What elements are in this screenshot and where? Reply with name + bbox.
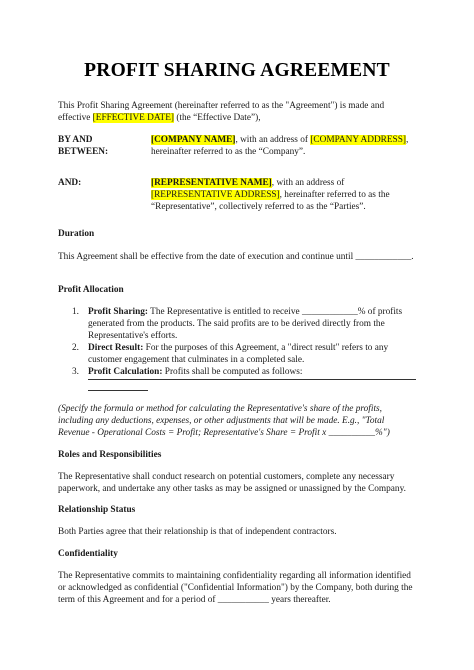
representative-name-placeholder[interactable]: [REPRESENTATIVE NAME]: [151, 178, 272, 188]
confidentiality-heading: Confidentiality: [58, 549, 118, 559]
duration-heading: Duration: [58, 229, 95, 239]
company-text-b: , hereinafter referred to as the “Company”.: [151, 135, 409, 157]
list-item-text: The Representative is entitled to receive ____________% of profits generated from the products. The said profits are to be derived directly from the Representative's efforts.: [88, 307, 403, 341]
relationship-text: Both Parties agree that their relationship is that of independent contractors.: [58, 527, 337, 537]
list-item-text: Profits shall be computed as follows:: [162, 367, 303, 377]
between-label: BETWEEN:: [58, 147, 109, 157]
list-item: [58, 306, 416, 342]
by-and-between-label: [58, 134, 148, 158]
and-label: AND:: [58, 178, 82, 188]
company-name-placeholder[interactable]: [COMPANY NAME]: [151, 135, 236, 145]
duration-text: This Agreement shall be effective from the date of execution and continue until ____________.: [58, 252, 414, 262]
roles-heading: Roles and Responsibilities: [58, 450, 162, 460]
roles-text: The Representative shall conduct research on potential customers, complete any necessary paperwork, and undertake any other tasks as may be assigned or unassigned by the Company.: [58, 472, 406, 494]
confidentiality-text: The Representative commits to maintaining confidentiality regarding all information identified or acknowledged as confidential ("Confidential Information") by the Company, both during the term of this Agreement and for a period of ___________ years thereafter.: [58, 571, 413, 605]
representative-address-placeholder[interactable]: [REPRESENTATIVE ADDRESS]: [151, 190, 280, 200]
calculation-fill-line-1[interactable]: [88, 379, 416, 380]
list-item-number: 1.: [72, 307, 79, 317]
company-address-placeholder[interactable]: [COMPANY ADDRESS]: [310, 135, 406, 145]
profit-allocation-heading: Profit Allocation: [58, 285, 124, 295]
relationship-heading: Relationship Status: [58, 505, 136, 515]
list-item-label: Profit Sharing:: [88, 307, 148, 317]
intro-text-b: (the “Effective Date”),: [174, 113, 261, 123]
representative-party-text: [151, 177, 417, 213]
list-item-label: Direct Result:: [88, 343, 144, 353]
list-item-text: For the purposes of this Agreement, a "direct result" refers to any customer engagement that culminates in a completed sale.: [88, 343, 389, 365]
profit-calculation-note: (Specify the formula or method for calculating the Representative's share of the profits, including any deductions, expenses, or other adjustments that will be made. E.g., "Total Revenue - Operational Costs = Profit; Representative's Share = Profit x __________%"): [58, 404, 390, 438]
list-item: [58, 366, 416, 378]
company-text-a: , with an address of: [235, 135, 311, 145]
calculation-fill-line-2[interactable]: [88, 390, 148, 391]
effective-date-placeholder[interactable]: [EFFECTIVE DATE]: [92, 113, 175, 123]
list-item-number: 3.: [72, 367, 79, 377]
list-item-number: 2.: [72, 343, 79, 353]
company-party-text: [151, 134, 417, 158]
intro-text-a: This Profit Sharing Agreement (hereinafter referred to as the "Agreement") is made and effective: [58, 101, 385, 123]
document-title: PROFIT SHARING AGREEMENT: [84, 60, 390, 81]
intro-paragraph: [58, 100, 416, 124]
rep-text-b: , hereinafter referred to as the “Representative”, collectively referred to as the “Parties”.: [151, 190, 390, 212]
list-item: [58, 342, 416, 366]
profit-allocation-list: [58, 306, 416, 378]
by-and-label: BY AND: [58, 135, 93, 145]
list-item-label: Profit Calculation:: [88, 367, 163, 377]
rep-text-a: , with an address of: [271, 178, 345, 188]
